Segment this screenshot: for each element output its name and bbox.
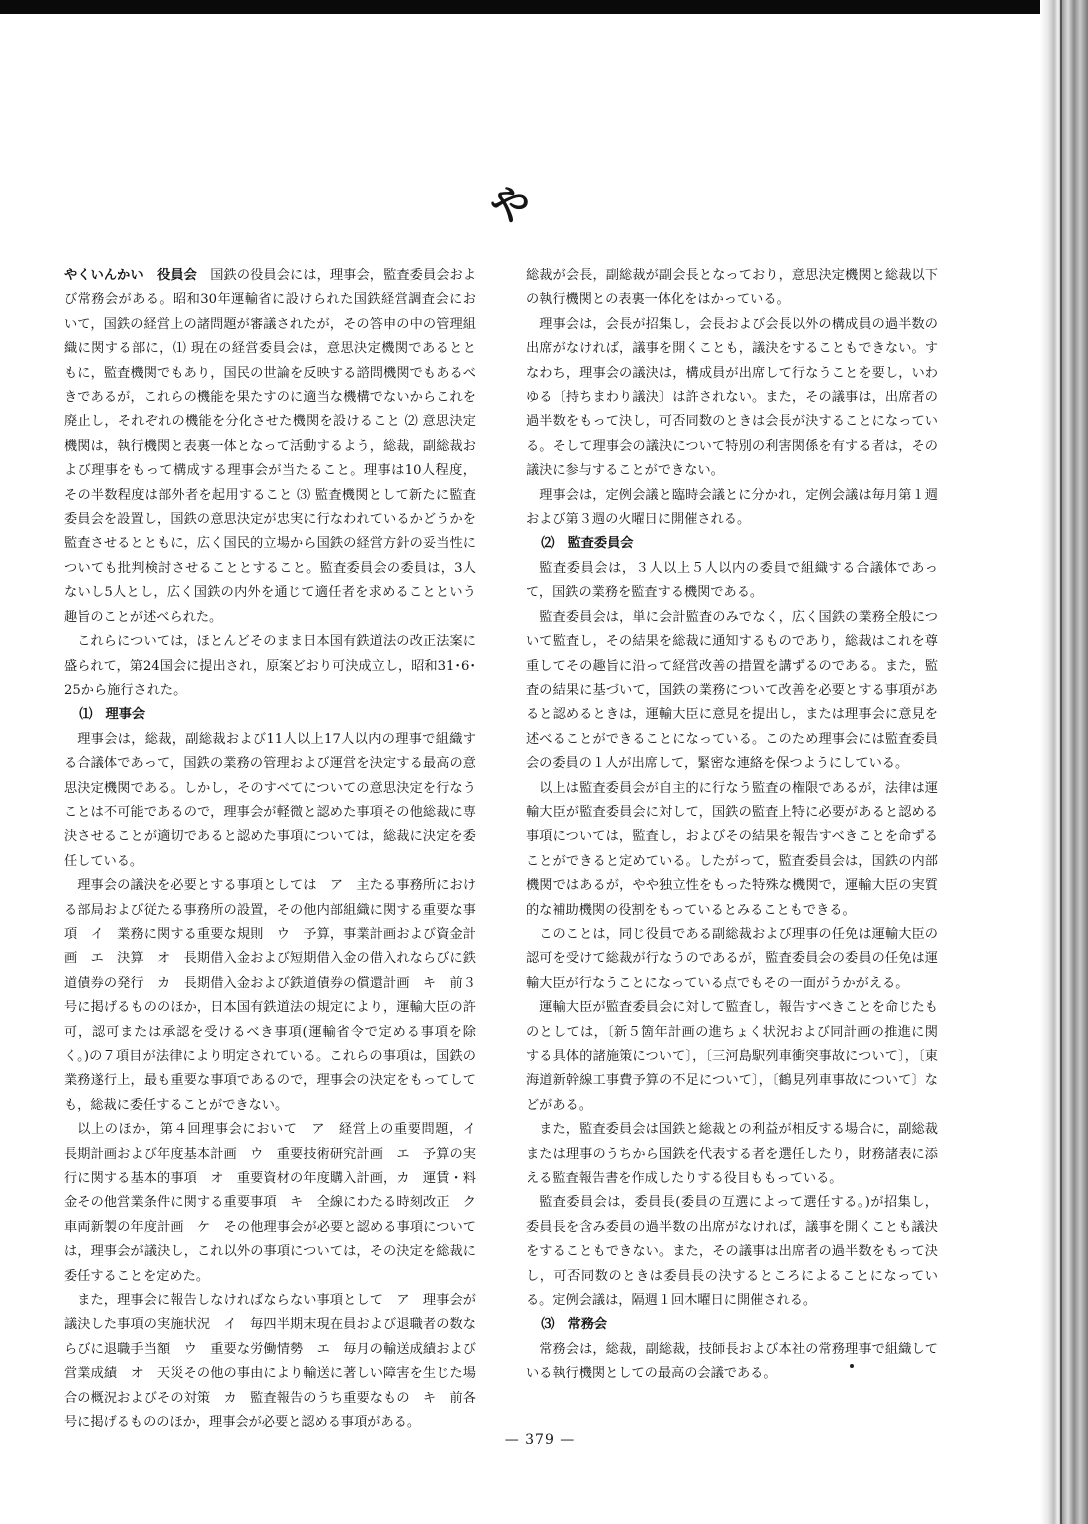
- paragraph: 理事会の議決を必要とする事項としては ア 主たる事務所における部局および従たる事務所の設置，その他内部組織に関する重要な事項 イ 業務に関する重要な規則 ウ 予算，事業計画および資金計画 エ 決算 オ 長期借入金および短期借入金の借入れならびに鉄道債券の発行 カ 長期借入金および鉄道債券の償還計画 キ 前３号に掲げるもののほか，日本国有鉄道法の規定により，運輸大臣の許可，認可または承認を受けるべき事項(運輸省令で定める事項を除く。)の７項目が法律により明定されている。これらの事項は，国鉄の業務遂行上，最も重要な事項であるので，理事会の決定をもってしても，総裁に委任することができない。: [64, 878, 476, 1113]
- paragraph: 監査委員会は，委員長(委員の互選によって選任する。)が招集し，委員長を含み委員の過半数の出席がなければ，議事を開くことも議決をすることもできない。また，その議事は出席者の過半数をもって決し，可否同数のときは委員長の決するところによることになっている。定例会議は，隔週１回木曜日に開催される。: [526, 1195, 938, 1309]
- right-column: [526, 264, 938, 1387]
- paragraph-continued: 総裁が会長，副総裁が副会長となっており，意思決定機関と総裁以下の執行機関との表裏一体化をはかっている。: [526, 268, 938, 308]
- section-title-audit-committee: ⑵ 監査委員会: [541, 536, 634, 552]
- paragraph: また，監査委員会は国鉄と総裁との利益が相反する場合に，副総裁または理事のうちから国鉄を代表する者を選任したり，財務諸表に添える監査報告書を作成したりする役目ももっている。: [526, 1122, 938, 1187]
- paragraph: また，理事会に報告しなければならない事項として ア 理事会が議決した事項の実施状況 イ 毎四半期末現在員および退職者の数ならびに退職手当額 ウ 重要な労働情勢 エ 毎月の輸送成績および営業成績 オ 天災その他の事由により輸送に著しい障害を生じた場合の概況およびその対策 カ 監査報告のうち重要なもの キ 前各号に掲げるもののほか，理事会が必要と認める事項がある。: [64, 1293, 476, 1431]
- paragraph: 運輸大臣が監査委員会に対して監査し，報告すべきことを命じたものとしては，〔新５箇年計画の進ちょく状況および同計画の推進に関する具体的諸施策について〕，〔三河島駅列車衝突事故について〕，〔東海道新幹線工事費予算の不足について〕，〔鶴見列車事故について〕などがある。: [526, 1000, 938, 1113]
- entry-text: 国鉄の役員会には，理事会，監査委員会および常務会がある。昭和30年運輸省に設けられた国鉄経営調査会において，国鉄の経営上の諸問題が審議されたが，その答申の中の管理組織に関する部に，⑴ 現在の経営委員会は，意思決定機関であるとともに，監査機関でもあり，国民の世論を反映する諮問機関でもあるべきであるが，これらの機能を果たすのに適当な機構でないからこれを廃止し，それぞれの機能を分化させた機関を設けること ⑵ 意思決定機関は，執行機関と表裏一体となって活動するよう，総裁，副総裁および理事をもって構成する理事会が当たること。理事は10人程度，その半数程度は部外者を起用すること ⑶ 監査機関として新たに監査委員会を設置し，国鉄の意思決定が忠実に行なわれているかどうかを監査させるとともに，広く国民的立場から国鉄の経営方針の妥当性についても批判検討させることとすること。監査委員会の委員は，3人ないし5人とし，広く国鉄の内外を通じて適任者を求めることという趣旨のことが述べられた。: [64, 268, 477, 625]
- entry-paragraph: [64, 264, 476, 630]
- paragraph: 監査委員会は，単に会計監査のみでなく，広く国鉄の業務全般について監査し，その結果を総裁に通知するものであり，総裁はこれを尊重してその趣旨に沿って経営改善の措置を講ずるのである。また，監査の結果に基づいて，国鉄の業務について改善を必要とする事項があると認めるときは，運輸大臣に意見を提出し，または理事会に意見を述べることができることになっている。このため理事会には監査委員会の委員の１人が出席して，緊密な連絡を保つようにしている。: [526, 609, 938, 772]
- paragraph: 理事会は，会長が招集し，会長および会長以外の構成員の過半数の出席がなければ，議事を開くことも，議決をすることもできない。すなわち，理事会の議決は，構成員が出席して行なうことを要し，いわゆる〔持ちまわり議決〕は許されない。また，その議事は，出席者の過半数をもって決し，可否同数のときは会長が決することになっている。そして理事会の議決について特別の利害関係を有する者は，その議決に参与することができない。: [526, 316, 938, 479]
- scan-right-edge: [1040, 0, 1088, 1524]
- section-heading: や: [490, 182, 530, 229]
- paragraph: 理事会は，定例会議と臨時会議とに分かれ，定例会議は毎月第１週および第３週の火曜日に開催される。: [526, 487, 938, 528]
- left-column: [64, 264, 490, 1436]
- entry-term: 役員会: [157, 268, 197, 283]
- scan-top-border: [0, 0, 1088, 14]
- paragraph: これらについては，ほとんどそのまま日本国有鉄道法の改正法案に盛られて，第24国会に提出され，原案どおり可決成立し，昭和31･6･25から施行された。: [64, 634, 476, 698]
- page-number: — 379 —: [504, 1432, 576, 1448]
- paragraph: このことは，同じ役員である副総裁および理事の任免は運輸大臣の認可を受けて総裁が行なうのであるが，監査委員会の委員の任免は運輸大臣が行なうことになっている点でもその一面がうかがえる。: [526, 926, 938, 991]
- scan-edge-line: [1060, 0, 1062, 1524]
- paragraph: 常務会は，総裁，副総裁，技師長および本社の常務理事で組織している執行機関としての最高の会議である。: [526, 1341, 938, 1382]
- section-title-board: ⑴ 理事会: [79, 707, 146, 723]
- paragraph: 以上のほか，第４回理事会において ア 経営上の重要問題，イ 長期計画および年度基本計画 ウ 重要技術研究計画 エ 予算の実行に関する基本的事項 オ 重要資材の年度購入計画，カ 運賃・料金その他営業条件に関する重要事項 キ 全線にわたる時刻改正 ク 車両新製の年度計画 ケ その他理事会が必要と認める事項については，理事会が議決し，これ以外の事項については，その決定を総裁に委任することを定めた。: [64, 1122, 490, 1284]
- paragraph: 理事会は，総裁，副総裁および11人以上17人以内の理事で組織する合議体であって，国鉄の業務の管理および運営を決定する最高の意思決定機関である。しかし，そのすべてについての意思決定を行なうことは不可能であるので，理事会が軽微と認めた事項その他総裁に専決させることが適切であると認めた事項については，総裁に決定を委任している。: [64, 731, 476, 869]
- paragraph: 監査委員会は，３人以上５人以内の委員で組織する合議体であって，国鉄の業務を監査する機関である。: [526, 560, 938, 601]
- entry-reading: やくいんかい: [64, 268, 144, 283]
- section-title-executive-meeting: ⑶ 常務会: [541, 1317, 608, 1333]
- scan-speck: [850, 1364, 854, 1368]
- paragraph: 以上は監査委員会が自主的に行なう監査の権限であるが，法律は運輸大臣が監査委員会に対して，国鉄の監査上特に必要があると認める事項については，監査し，およびその結果を報告すべきことを命ずることができると定めている。したがって，監査委員会は，国鉄の内部機関ではあるが，やや独立性をもった特殊な機関で，運輸大臣の実質的な補助機関の役割をもっているとみることもできる。: [526, 780, 938, 918]
